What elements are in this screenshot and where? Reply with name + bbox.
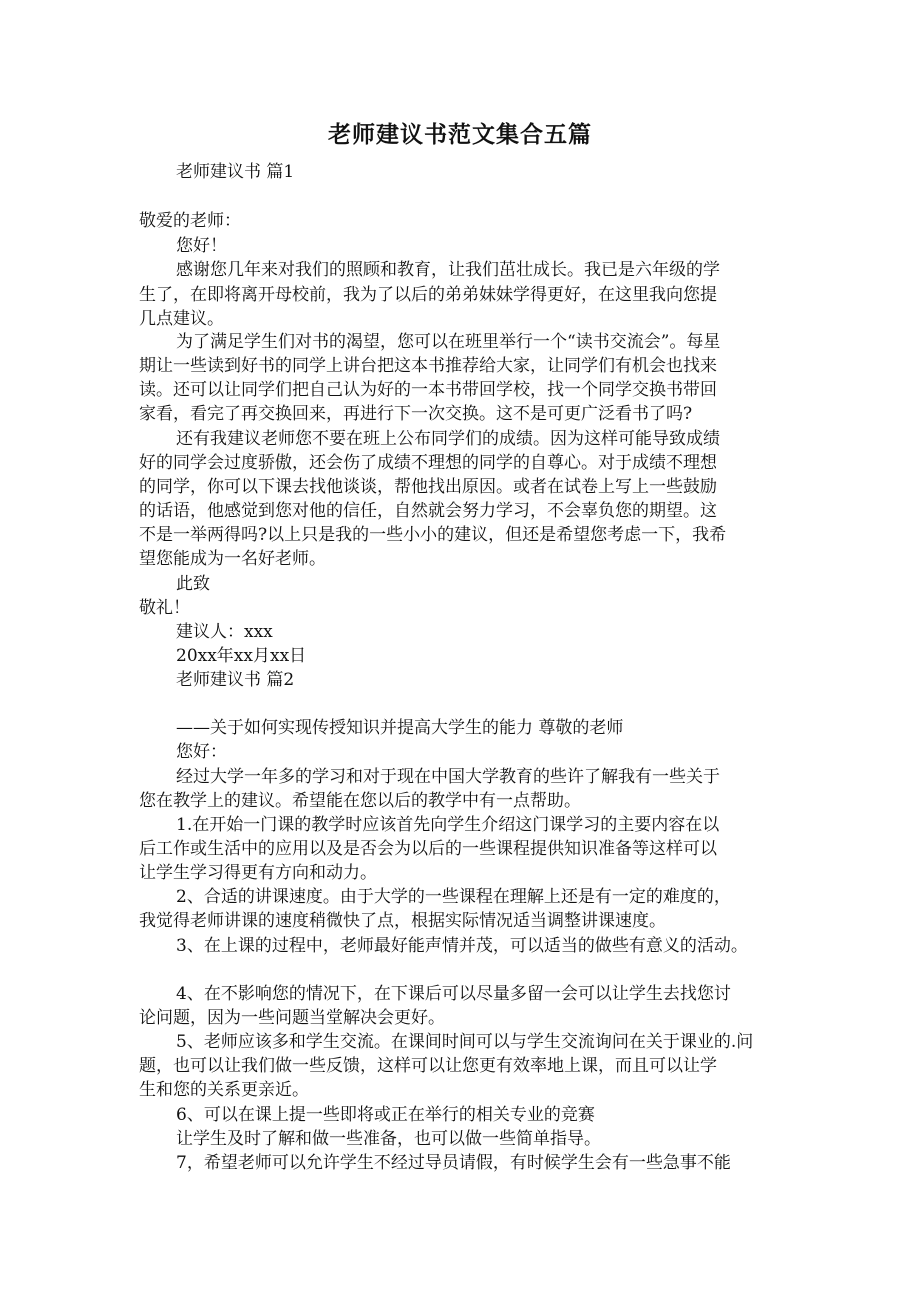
paragraph-line: 读。还可以让同学们把自己认为好的一本书带回学校，找一个同学交换书带回 — [139, 380, 717, 400]
section-heading-1: 老师建议书 篇1 — [176, 162, 295, 182]
paragraph-line: 望您能成为一名好老师。 — [139, 549, 326, 569]
paragraph-line: 生和您的关系更亲近。 — [139, 1080, 309, 1100]
paragraph-line: 好的同学会过度骄傲，还会伤了成绩不理想的同学的自尊心。对于成绩不理想 — [139, 453, 717, 473]
paragraph-line: 后工作或生活中的应用以及是否会为以后的一些课程提供知识准备等这样可以 — [139, 839, 717, 859]
paragraph-line: 为了满足学生们对书的渴望，您可以在班里举行一个“读书交流会”。每星 — [176, 332, 721, 352]
signer: 建议人：xxx — [176, 622, 273, 642]
salutation: 敬爱的老师： — [139, 211, 241, 231]
paragraph-line: 经过大学一年多的学习和对于现在中国大学教育的些许了解我有一些关于 — [176, 767, 720, 787]
paragraph-line: 4、在不影响您的情况下，在下课后可以尽量多留一会可以让学生去找您讨 — [176, 984, 731, 1004]
paragraph-line: 的话语，他感觉到您对他的信任，自然就会努力学习，不会辜负您的期望。这 — [139, 501, 717, 521]
paragraph-line: 7，希望老师可以允许学生不经过导员请假，有时候学生会有一些急事不能 — [176, 1153, 731, 1173]
paragraph-line: 不是一举两得吗?以上只是我的一些小小的建议，但还是希望您考虑一下，我希 — [139, 525, 727, 545]
paragraph-line: 2、合适的讲课速度。由于大学的一些课程在理解上还是有一定的难度的， — [176, 887, 731, 907]
subtitle-line: ——关于如何实现传授知识并提高大学生的能力 尊敬的老师 — [176, 718, 624, 738]
paragraph-line: 期让一些读到好书的同学上讲台把这本书推荐给大家，让同学们有机会也找来 — [139, 356, 717, 376]
date: 20xx年xx月xx日 — [176, 646, 307, 666]
paragraph-line: 的同学，你可以下课去找他谈谈，帮他找出原因。或者在试卷上写上一些鼓励 — [139, 477, 717, 497]
paragraph-line: 1.在开始一门课的教学时应该首先向学生介绍这门课学习的主要内容在以 — [176, 815, 720, 835]
paragraph-line: 论问题，因为一些问题当堂解决会更好。 — [139, 1008, 445, 1028]
paragraph-line: 家看，看完了再交换回来，再进行下一次交换。这不是可更广泛看书了吗? — [139, 404, 693, 424]
closing-line: 此致 — [176, 574, 210, 594]
paragraph-line: 生了，在即将离开母校前，我为了以后的弟弟妹妹学得更好，在这里我向您提 — [139, 285, 717, 305]
paragraph-line: 我觉得老师讲课的速度稍微快了点，根据实际情况适当调整讲课速度。 — [139, 911, 666, 931]
paragraph-line: 几点建议。 — [139, 309, 224, 329]
document-title: 老师建议书范文集合五篇 — [328, 121, 592, 148]
paragraph-line: 3、在上课的过程中，老师最好能声情并茂，可以适当的做些有意义的活动。 — [176, 936, 748, 956]
paragraph-line: 让学生学习得更有方向和动力。 — [139, 863, 377, 883]
paragraph-line: 感谢您几年来对我们的照顾和教育，让我们茁壮成长。我已是六年级的学 — [176, 260, 720, 280]
paragraph-line: 您在教学上的建议。希望能在您以后的教学中有一点帮助。 — [139, 791, 581, 811]
paragraph-line: 让学生及时了解和做一些准备，也可以做一些简单指导。 — [176, 1129, 601, 1149]
paragraph-line: 6、可以在课上提一些即将或正在举行的相关专业的竞赛 — [176, 1105, 595, 1125]
paragraph-line: 5、老师应该多和学生交流。在课间时间可以与学生交流询问在关于课业的.问 — [176, 1032, 754, 1052]
greeting: 您好！ — [176, 236, 227, 256]
paragraph-line: 题，也可以让我们做一些反馈，这样可以让您更有效率地上课，而且可以让学 — [139, 1056, 717, 1076]
paragraph-line: 还有我建议老师您不要在班上公布同学们的成绩。因为这样可能导致成绩 — [176, 429, 720, 449]
section-heading-2: 老师建议书 篇2 — [176, 670, 295, 690]
closing-line: 敬礼！ — [139, 598, 190, 618]
greeting: 您好： — [176, 742, 227, 762]
